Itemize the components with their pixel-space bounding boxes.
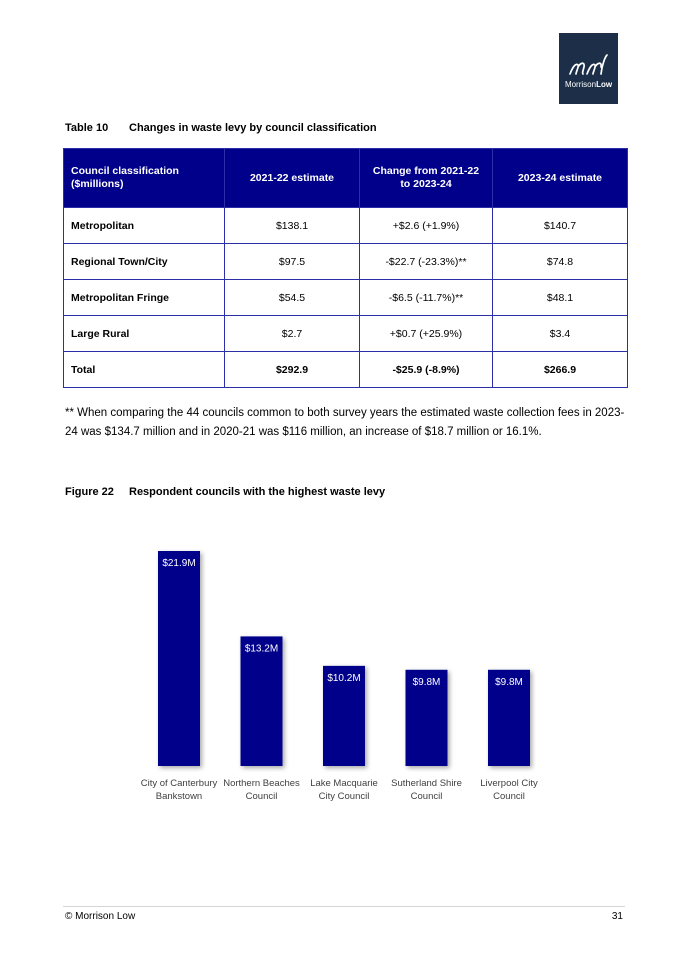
- figure-caption-title: Respondent councils with the highest waste levy: [129, 486, 386, 498]
- table-cell: Metropolitan Fringe: [64, 280, 225, 316]
- waste-levy-bar-chart: [130, 536, 570, 811]
- table-cell: $266.9: [493, 352, 628, 388]
- chart-data-label: $9.8M: [412, 676, 441, 688]
- chart-data-label: $21.9M: [162, 558, 196, 569]
- table-cell: $54.5: [225, 280, 360, 316]
- table-cell: $74.8: [493, 244, 628, 280]
- page-number: 31: [611, 911, 623, 922]
- figure-caption: [65, 486, 385, 498]
- footer-copyright: © Morrison Low: [65, 911, 136, 922]
- morrison-low-logo: [559, 33, 618, 104]
- waste-levy-table: [63, 148, 628, 388]
- table-cell: $48.1: [493, 280, 628, 316]
- table-caption-number: Table 10: [65, 122, 109, 134]
- table-header-cell: Council classification ($millions): [64, 149, 225, 208]
- footer-divider: [63, 906, 625, 907]
- table-header-cell: 2023-24 estimate: [493, 149, 628, 208]
- table-footnote: ** When comparing the 44 councils common to both survey years the estimated waste collection fees in 2023-24 was $134.7 million and in 2020-21 was $116 million, an increase of $18.7 million or 16.1%.: [65, 407, 625, 438]
- table-cell: -$6.5 (-11.7%)**: [360, 280, 493, 316]
- table-header-cell: Change from 2021-22 to 2023-24: [360, 149, 493, 208]
- table-cell: $2.7: [225, 316, 360, 352]
- table-cell: Regional Town/City: [64, 244, 225, 280]
- table-total-row: [64, 352, 628, 388]
- chart-category-label: City of Canterbury Bankstown: [140, 778, 218, 802]
- table-caption: [65, 122, 377, 134]
- chart-category-label: Lake Macquarie City Council: [310, 778, 378, 802]
- table-cell: Metropolitan: [64, 208, 225, 244]
- table-cell: -$25.9 (-8.9%): [360, 352, 493, 388]
- table-cell: $138.1: [225, 208, 360, 244]
- chart-data-label: $10.2M: [327, 672, 361, 684]
- table-row: [64, 280, 628, 316]
- chart-category-label: Northern Beaches Council: [223, 778, 300, 802]
- table-header-row: [64, 149, 628, 208]
- table-caption-title: Changes in waste levy by council classification: [129, 122, 377, 134]
- table-row: [64, 244, 628, 280]
- chart-bar: [241, 636, 283, 766]
- table-cell: $292.9: [225, 352, 360, 388]
- table-cell: -$22.7 (-23.3%)**: [360, 244, 493, 280]
- table-row: [64, 208, 628, 244]
- table-header-cell: 2021-22 estimate: [225, 149, 360, 208]
- table-cell: +$0.7 (+25.9%): [360, 316, 493, 352]
- table-cell: $140.7: [493, 208, 628, 244]
- chart-data-label: $9.8M: [495, 676, 523, 688]
- table-cell: $3.4: [493, 316, 628, 352]
- logo-text-low: Low: [596, 80, 613, 89]
- table-cell: +$2.6 (+1.9%): [360, 208, 493, 244]
- logo-mark-icon: [568, 53, 609, 77]
- table-cell: Large Rural: [64, 316, 225, 352]
- logo-text-morrison: Morrison: [564, 80, 597, 89]
- table-row: [64, 316, 628, 352]
- table-cell: $97.5: [225, 244, 360, 280]
- chart-bar: [158, 551, 200, 766]
- chart-category-label: Sutherland Shire Council: [391, 778, 462, 802]
- figure-caption-number: Figure 22: [65, 486, 114, 498]
- chart-data-label: $13.2M: [244, 643, 279, 655]
- table-cell: Total: [64, 352, 225, 388]
- chart-category-label: Liverpool City Council: [480, 778, 538, 802]
